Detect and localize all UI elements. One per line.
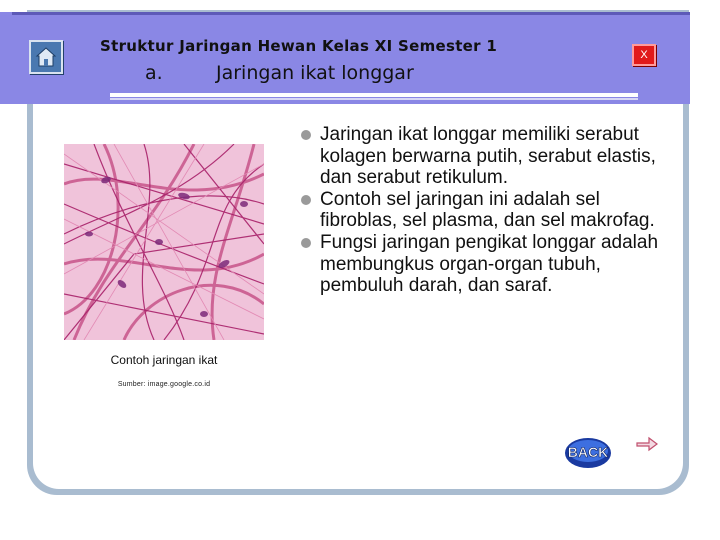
image-source: Sumber: image.google.co.id: [117, 381, 211, 388]
bullet-text: Jaringan ikat longgar memiliki serabut kolagen berwarna putih, serabut elastis, dan serabut retikulum.: [320, 124, 656, 189]
back-icon: [565, 438, 611, 468]
bullet-text: Contoh sel jaringan ini adalah sel fibroblas, sel plasma, dan sel makrofag.: [320, 188, 655, 232]
connective-tissue-micrograph: [64, 144, 264, 340]
bullet-list: [300, 124, 680, 297]
header-top-line: [12, 12, 690, 15]
image-caption: Contoh jaringan ikat: [110, 353, 218, 367]
next-arrow-icon: [637, 438, 657, 450]
next-button[interactable]: [636, 436, 658, 452]
close-button[interactable]: [632, 44, 656, 66]
bullet-text: Fungsi jaringan pengikat longgar adalah membungkus organ-organ tubuh, pembuluh darah, dan saraf.: [320, 231, 659, 297]
header-underline: [110, 93, 638, 97]
bullet-icon: [301, 130, 311, 140]
back-button[interactable]: [563, 436, 613, 470]
bullet-icon: [301, 195, 311, 205]
home-icon: [35, 46, 57, 68]
bullet-item: [300, 124, 680, 189]
section-label: a.: [145, 62, 163, 84]
home-button[interactable]: [29, 40, 63, 74]
close-icon: X: [640, 49, 648, 61]
header-underline-shadow: [110, 98, 638, 100]
section-title: Jaringan ikat longgar: [216, 62, 414, 84]
bullet-icon: [301, 238, 311, 248]
page-title: Struktur Jaringan Hewan Kelas XI Semester 1: [100, 37, 498, 55]
back-label: BACK: [567, 444, 609, 460]
header-band: [0, 12, 690, 104]
bullet-item: [300, 232, 680, 297]
bullet-item: [300, 189, 680, 232]
